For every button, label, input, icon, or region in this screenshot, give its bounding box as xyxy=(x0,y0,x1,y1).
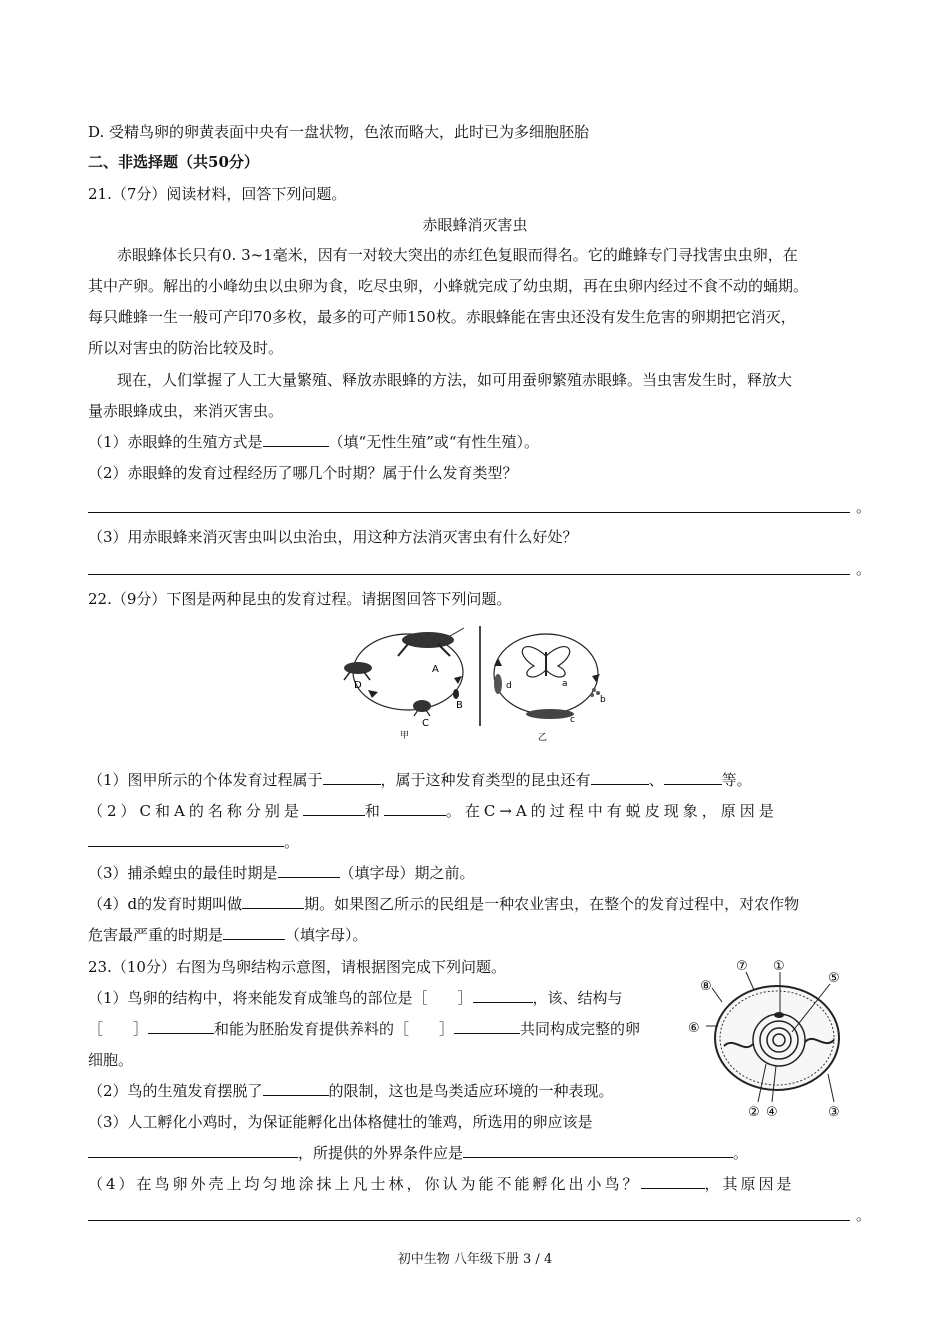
passage-line: 其中产卵。解出的小峰幼虫以虫卵为食，吃尽虫卵，小蜂就完成了幼虫期，再在虫卵内经过不食不动的蛹期。 xyxy=(88,277,809,295)
label-B: B xyxy=(456,700,463,711)
answer-line[interactable] xyxy=(88,574,850,575)
q22-part4-cont: 危害最严重的时期是 （填字母）。 xyxy=(88,926,368,944)
grasshopper-nymph-icon xyxy=(413,700,431,716)
egg-cluster-icon xyxy=(590,688,600,697)
egg-icon xyxy=(453,689,459,699)
label-C: C xyxy=(422,718,429,729)
label-d: d xyxy=(506,681,512,691)
section-heading: 二、非选择题（共50分） xyxy=(88,153,259,171)
label-2: ② xyxy=(748,1105,760,1120)
answer-blank[interactable] xyxy=(463,1143,733,1158)
q23-part3-cont: ，所提供的外界条件应是 。 xyxy=(88,1143,748,1163)
period: 。 xyxy=(856,1206,872,1224)
answer-blank[interactable] xyxy=(384,801,446,816)
label-4: ④ xyxy=(766,1105,778,1120)
page-footer: 初中生物 八年级下册 3 / 4 xyxy=(397,1252,553,1267)
q22-part3: （3）捕杀蝗虫的最佳时期是 （填字母）期之前。 xyxy=(88,864,475,882)
answer-blank[interactable] xyxy=(323,770,381,785)
label-1: ① xyxy=(773,959,785,974)
q23-part1-end: 细胞。 xyxy=(88,1051,134,1069)
label-c: c xyxy=(570,715,575,725)
q23-part1: （1）鸟卵的结构中，将来能发育成雏鸟的部位是［ ］ ，该、结构与 xyxy=(88,989,623,1007)
label-8: ⑧ xyxy=(700,979,712,994)
q23-part4: （4）在鸟卵外壳上均匀地涂抹上凡士林，你认为能不能孵化出小鸟？ ，其原因是 xyxy=(88,1175,795,1193)
q23-part1-cont: ［ ］ 和能为胚胎发育提供养料的［ ］ 共同构成完整的卵 xyxy=(88,1020,641,1038)
answer-line[interactable] xyxy=(88,1220,850,1221)
period: 。 xyxy=(856,560,872,578)
label-D: D xyxy=(354,680,362,691)
q21-part3: （3）用赤眼蜂来消灭害虫叫以虫治虫，用这种方法消灭害虫有什么好处？ xyxy=(88,528,578,546)
answer-blank[interactable] xyxy=(242,894,304,909)
label-6: ⑥ xyxy=(688,1021,700,1036)
answer-line[interactable] xyxy=(88,512,850,513)
q21-part1: （1）赤眼蜂的生殖方式是 （填“无性生殖”或“有性生殖）。 xyxy=(88,433,540,451)
answer-blank[interactable] xyxy=(278,863,340,878)
label-3: ③ xyxy=(828,1105,840,1120)
germinal-disc xyxy=(774,1012,784,1018)
egg-shell xyxy=(715,986,839,1090)
answer-blank[interactable] xyxy=(591,770,649,785)
q23-part2: （2）鸟的生殖发育摆脱了 的限制，这也是鸟类适应环境的一种表现。 xyxy=(88,1082,614,1100)
q21-heading: 21.（7分）阅读材料，回答下列问题。 xyxy=(88,185,347,203)
bird-egg-figure xyxy=(682,950,868,1120)
passage-line: 量赤眼蜂成虫，来消灭害虫。 xyxy=(88,402,284,420)
answer-blank[interactable] xyxy=(263,1081,329,1096)
caterpillar-icon xyxy=(526,709,574,719)
q22-part4: （4）d的发育时期叫做 期。如果图乙所示的民组是一种农业害虫，在整个的发育过程中，对农作物 xyxy=(88,895,800,913)
caption-left: 甲 xyxy=(400,731,410,741)
passage-line: 每只雌蜂一生一般可产印70多枚，最多的可产师150枚。赤眼蜂能在害虫还没有发生危害的卵期把它消灭， xyxy=(88,308,796,326)
passage-title: 赤眼蜂消灭害虫 xyxy=(422,216,528,234)
period: 。 xyxy=(856,498,872,516)
label-A: A xyxy=(432,664,439,675)
passage-line: 赤眼蜂体长只有0. 3~1毫米，因有一对较大突出的赤红色复眼而得名。它的雌蜂专门寻找害虫虫卵，在 xyxy=(117,246,798,264)
answer-blank[interactable] xyxy=(664,770,722,785)
label-5: ⑤ xyxy=(828,971,840,986)
answer-blank[interactable] xyxy=(88,832,284,847)
answer-blank[interactable] xyxy=(148,1019,214,1034)
answer-blank[interactable] xyxy=(88,1143,298,1158)
q22-part1: （1）图甲所示的个体发育过程属于 ，属于这种发育类型的昆虫还有 、 等。 xyxy=(88,771,752,789)
passage-line: 所以对害虫的防治比较及时。 xyxy=(88,339,284,357)
insect-development-figure xyxy=(338,622,614,742)
butterfly-icon xyxy=(522,647,569,677)
answer-blank[interactable] xyxy=(223,925,285,940)
q22-part2: （2）C和A的名称分别是 和 。在C→A的过程中有蜕皮现象，原因是 xyxy=(88,802,778,820)
label-7: ⑦ xyxy=(736,959,748,974)
label-a: a xyxy=(562,679,568,689)
label-b: b xyxy=(600,695,606,705)
q22-heading: 22.（9分）下图是两种昆虫的发育过程。请据图回答下列问题。 xyxy=(88,590,512,608)
answer-blank[interactable] xyxy=(263,432,329,447)
q23-heading: 23.（10分）右图为鸟卵结构示意图，请根据图完成下列问题。 xyxy=(88,958,506,976)
answer-blank[interactable] xyxy=(473,988,533,1003)
pupa-icon xyxy=(494,674,502,694)
answer-blank[interactable] xyxy=(303,801,365,816)
option-d: D. 受精鸟卵的卵黄表面中央有一盘状物，色浓而略大，此时已为多细胞胚胎 xyxy=(88,123,590,141)
passage-line: 现在，人们掌握了人工大量繁殖、释放赤眼蜂的方法，如可用蚕卵繁殖赤眼蜂。当虫害发生时，释放大 xyxy=(117,371,793,389)
caption-right: 乙 xyxy=(538,733,548,742)
grasshopper-nymph-icon xyxy=(344,662,372,680)
answer-blank[interactable] xyxy=(641,1174,705,1189)
answer-blank[interactable] xyxy=(454,1019,520,1034)
q22-part2-cont: 。 xyxy=(88,832,299,852)
q23-part3: （3）人工孵化小鸡时，为保证能孵化出体格健壮的雏鸡，所选用的卵应该是 xyxy=(88,1113,593,1131)
q21-part2: （2）赤眼蜂的发育过程经历了哪几个时期？属于什么发育类型？ xyxy=(88,464,518,482)
